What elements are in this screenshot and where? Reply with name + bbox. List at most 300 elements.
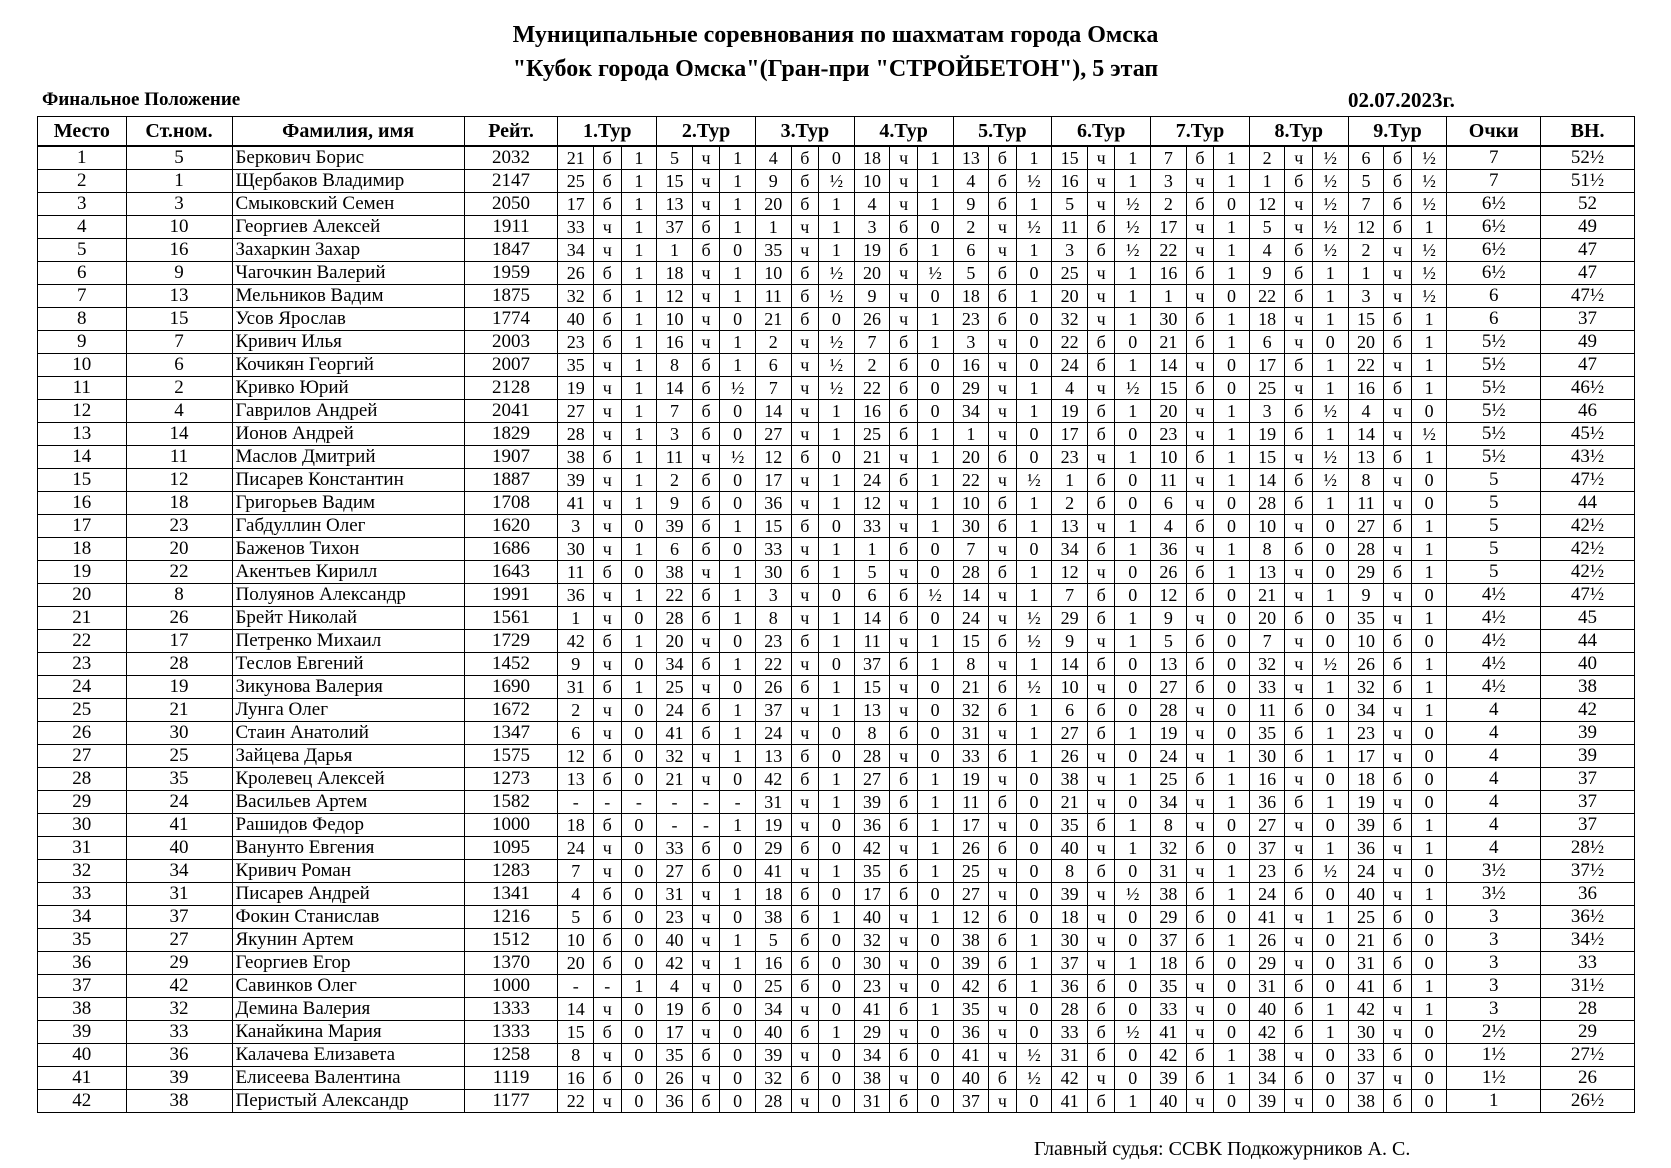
round-result-cell: 1 [1214,216,1250,239]
round-opponent-cell: 39 [657,515,693,538]
round-result-cell: 1 [819,400,855,423]
start-number-cell: 24 [126,791,232,814]
start-number-cell: 40 [126,837,232,860]
round-color-cell: б [890,791,917,814]
round-opponent-cell: 39 [1249,1090,1285,1113]
round-result-cell: 0 [1411,584,1447,607]
round-result-cell: 1 [1214,860,1250,883]
table-row [38,561,1635,584]
round-color-cell: ч [692,561,719,584]
round-opponent-cell: 38 [953,929,989,952]
round-result-cell: 1 [1214,239,1250,262]
round-opponent-cell: 23 [953,308,989,331]
round-color-cell: б [1087,607,1114,630]
round-opponent-cell: 13 [854,699,890,722]
tiebreak-cell: 49 [1541,216,1635,239]
round-opponent-cell: 11 [1151,469,1187,492]
round-result-cell: ½ [1411,193,1447,216]
round-color-cell: ч [594,423,621,446]
round-result-cell: 0 [1214,676,1250,699]
round-color-cell: б [1186,377,1213,400]
round-color-cell: ч [1384,239,1411,262]
points-cell: 6½ [1447,193,1541,216]
table-row [38,630,1635,653]
place-cell: 3 [38,193,127,216]
round-opponent-cell: 38 [1348,1090,1384,1113]
round-opponent-cell: 25 [953,860,989,883]
round-opponent-cell: 16 [1052,170,1088,193]
round-opponent-cell: 33 [558,216,594,239]
round-opponent-cell: 42 [1249,1021,1285,1044]
round-result-cell: 0 [1214,699,1250,722]
round-opponent-cell: 34 [558,239,594,262]
round-opponent-cell: 17 [657,1021,693,1044]
round-color-cell: ч [1186,354,1213,377]
round-result-cell: ½ [1016,676,1052,699]
round-result-cell: 1 [917,492,953,515]
start-number-cell: 16 [126,239,232,262]
round-opponent-cell: 7 [657,400,693,423]
round-result-cell: 1 [819,193,855,216]
round-result-cell: 1 [917,308,953,331]
round-result-cell: 1 [917,906,953,929]
round-result-cell: 0 [1214,377,1250,400]
round-result-cell: 1 [917,814,953,837]
round-opponent-cell: 27 [1151,676,1187,699]
start-number-cell: 14 [126,423,232,446]
round-opponent-cell: 36 [755,492,791,515]
round-opponent-cell: 8 [1348,469,1384,492]
round-result-cell: 1 [621,423,657,446]
round-result-cell: 1 [720,146,756,170]
round-result-cell: 0 [1411,745,1447,768]
round-result-cell: ½ [917,262,953,285]
round-color-cell: б [989,308,1016,331]
round-opponent-cell: 6 [558,722,594,745]
round-result-cell: 1 [917,768,953,791]
round-color-cell: б [989,1067,1016,1090]
place-cell: 9 [38,331,127,354]
round-color-cell: б [594,446,621,469]
round-result-cell: 0 [1115,423,1151,446]
round-result-cell: ½ [1312,860,1348,883]
round-color-cell: б [1285,975,1312,998]
round-color-cell: ч [1087,446,1114,469]
round-color-cell: - [594,791,621,814]
round-opponent-cell: 3 [657,423,693,446]
round-result-cell: 0 [1411,768,1447,791]
round-color-cell: ч [594,699,621,722]
round-color-cell: б [692,653,719,676]
round-result-cell: 0 [917,676,953,699]
round-result-cell: 1 [1214,308,1250,331]
round-result-cell: ½ [819,285,855,308]
round-result-cell: 1 [1115,768,1151,791]
round-color-cell: ч [692,1021,719,1044]
round-color-cell: ч [989,216,1016,239]
place-cell: 6 [38,262,127,285]
round-color-cell: б [890,354,917,377]
round-result-cell: 0 [1411,1044,1447,1067]
round-color-cell: б [890,1090,917,1113]
round-opponent-cell: 17 [953,814,989,837]
round-result-cell: 1 [1016,653,1052,676]
round-result-cell: 0 [621,1044,657,1067]
round-opponent-cell: 26 [854,308,890,331]
round-color-cell: ч [791,699,818,722]
round-opponent-cell: 13 [1249,561,1285,584]
round-color-cell: б [1285,423,1312,446]
round-opponent-cell: 2 [953,216,989,239]
round-opponent-cell: 41 [755,860,791,883]
round-result-cell: ½ [819,262,855,285]
round-result-cell: - [720,791,756,814]
rating-cell: 1347 [464,722,558,745]
round-color-cell: ч [989,722,1016,745]
tiebreak-cell: 33 [1541,952,1635,975]
round-opponent-cell: 31 [657,883,693,906]
round-opponent-cell: 2 [657,469,693,492]
tiebreak-cell: 31½ [1541,975,1635,998]
round-result-cell: 1 [621,285,657,308]
round-color-cell: б [594,170,621,193]
round-color-cell: ч [791,538,818,561]
round-opponent-cell: 20 [1052,285,1088,308]
tiebreak-cell: 42 [1541,699,1635,722]
round-color-cell: ч [989,400,1016,423]
round-color-cell: б [791,1021,818,1044]
round-opponent-cell: 35 [854,860,890,883]
round-color-cell: б [791,193,818,216]
round-color-cell: б [692,216,719,239]
points-cell: 3 [1447,998,1541,1021]
round-result-cell: 1 [1016,699,1052,722]
points-cell: 2½ [1447,1021,1541,1044]
round-color-cell: ч [1087,952,1114,975]
round-result-cell: 0 [1115,699,1151,722]
table-row [38,929,1635,952]
round-result-cell: ½ [1411,285,1447,308]
round-opponent-cell: 6 [1052,699,1088,722]
player-name-cell: Баженов Тихон [232,538,464,561]
round-result-cell: 1 [1115,1090,1151,1113]
round-color-cell: ч [692,975,719,998]
round-opponent-cell: 33 [1052,1021,1088,1044]
round-opponent-cell: 30 [558,538,594,561]
round-result-cell: 0 [819,1067,855,1090]
round-color-cell: б [791,745,818,768]
round-color-cell: б [594,331,621,354]
round-color-cell: б [1384,653,1411,676]
points-cell: 3 [1447,975,1541,998]
round-color-cell: ч [989,768,1016,791]
round-result-cell: 1 [1115,630,1151,653]
round-color-cell: ч [1186,722,1213,745]
round-color-cell: ч [1186,699,1213,722]
round-opponent-cell: 1 [657,239,693,262]
player-name-cell: Ванунто Евгения [232,837,464,860]
start-number-cell: 39 [126,1067,232,1090]
player-name-cell: Савинков Олег [232,975,464,998]
round-color-cell: б [791,929,818,952]
round-color-cell: б [1384,216,1411,239]
round-opponent-cell: 35 [1348,607,1384,630]
round-color-cell: ч [692,745,719,768]
round-result-cell: 0 [1411,860,1447,883]
table-row [38,239,1635,262]
place-cell: 26 [38,722,127,745]
round-color-cell: б [1384,515,1411,538]
round-opponent-cell: 34 [755,998,791,1021]
round-result-cell: 1 [819,239,855,262]
player-name-cell: Мельников Вадим [232,285,464,308]
round-result-cell: 1 [819,1021,855,1044]
round-result-cell: 1 [1312,262,1348,285]
round-color-cell: ч [890,146,917,170]
round-opponent-cell: 7 [1348,193,1384,216]
round-color-cell: б [1087,975,1114,998]
tiebreak-cell: 28 [1541,998,1635,1021]
round-result-cell: 0 [621,906,657,929]
round-opponent-cell: 5 [755,929,791,952]
header-start-number: Ст.ном. [126,117,232,147]
round-opponent-cell: 5 [1151,630,1187,653]
round-result-cell: 1 [1411,561,1447,584]
round-result-cell: 0 [1016,906,1052,929]
round-opponent-cell: 14 [755,400,791,423]
round-color-cell: б [594,814,621,837]
round-result-cell: 1 [819,860,855,883]
round-color-cell: ч [1285,331,1312,354]
place-cell: 1 [38,146,127,170]
round-color-cell: ч [1384,1067,1411,1090]
round-color-cell: ч [1384,699,1411,722]
round-opponent-cell: 16 [1348,377,1384,400]
round-opponent-cell: 28 [755,1090,791,1113]
points-cell: 4½ [1447,630,1541,653]
round-opponent-cell: 14 [1348,423,1384,446]
tiebreak-cell: 45 [1541,607,1635,630]
round-result-cell: 0 [621,929,657,952]
player-name-cell: Канайкина Мария [232,1021,464,1044]
round-opponent-cell: 19 [657,998,693,1021]
round-result-cell: 1 [1115,722,1151,745]
round-color-cell: ч [989,1044,1016,1067]
round-color-cell: б [594,883,621,906]
standings-body [38,146,1635,1113]
round-color-cell: б [1384,929,1411,952]
round-color-cell: ч [1285,630,1312,653]
round-color-cell: ч [1186,492,1213,515]
round-color-cell: ч [1186,791,1213,814]
round-opponent-cell: 25 [854,423,890,446]
round-color-cell: б [1285,1067,1312,1090]
page-title-line1: Муниципальные соревнования по шахматам города Омска [512,22,1159,48]
round-color-cell: б [989,262,1016,285]
points-cell: 5 [1447,492,1541,515]
round-result-cell: 0 [1115,975,1151,998]
round-color-cell: б [989,837,1016,860]
round-result-cell: ½ [1411,170,1447,193]
points-cell: 6½ [1447,262,1541,285]
round-opponent-cell: 10 [657,308,693,331]
round-result-cell: ½ [1312,400,1348,423]
player-name-cell: Писарев Андрей [232,883,464,906]
round-result-cell: 1 [720,584,756,607]
round-color-cell: б [791,975,818,998]
round-result-cell: 0 [1115,469,1151,492]
round-opponent-cell: 17 [1052,423,1088,446]
round-result-cell: 1 [1411,216,1447,239]
round-result-cell: 1 [1411,699,1447,722]
round-color-cell: ч [594,837,621,860]
round-opponent-cell: 18 [1249,308,1285,331]
round-opponent-cell: 24 [953,607,989,630]
round-result-cell: 0 [1312,699,1348,722]
round-result-cell: 0 [720,1044,756,1067]
round-result-cell: ½ [1016,1044,1052,1067]
round-color-cell: б [1186,446,1213,469]
round-color-cell: б [1384,193,1411,216]
tiebreak-cell: 37 [1541,768,1635,791]
place-cell: 32 [38,860,127,883]
round-opponent-cell: 17 [558,193,594,216]
round-opponent-cell: 22 [1151,239,1187,262]
points-cell: 4 [1447,699,1541,722]
round-color-cell: б [791,446,818,469]
place-cell: 19 [38,561,127,584]
round-color-cell: ч [1186,814,1213,837]
round-opponent-cell: 35 [558,354,594,377]
round-result-cell: 1 [1115,262,1151,285]
round-opponent-cell: 36 [1249,791,1285,814]
table-header-row [38,117,1635,147]
player-name-cell: Зикунова Валерия [232,676,464,699]
round-color-cell: ч [1186,1090,1213,1113]
round-opponent-cell: 9 [854,285,890,308]
round-color-cell: ч [890,906,917,929]
round-opponent-cell: 42 [657,952,693,975]
round-color-cell: ч [890,1067,917,1090]
round-opponent-cell: 14 [1151,354,1187,377]
round-color-cell: б [1087,860,1114,883]
round-color-cell: ч [1384,400,1411,423]
round-result-cell: 0 [917,722,953,745]
round-opponent-cell: 14 [657,377,693,400]
header-round-4: 4.Тур [854,117,953,147]
points-cell: 7 [1447,146,1541,170]
round-result-cell: 1 [819,906,855,929]
round-color-cell: б [692,492,719,515]
round-color-cell: - [692,791,719,814]
round-color-cell: ч [989,331,1016,354]
round-result-cell: 0 [819,837,855,860]
round-result-cell: 0 [1312,1090,1348,1113]
points-cell: 5 [1447,561,1541,584]
round-opponent-cell: 23 [558,331,594,354]
round-result-cell: 1 [720,331,756,354]
round-opponent-cell: 20 [953,446,989,469]
round-result-cell: 0 [917,745,953,768]
place-cell: 33 [38,883,127,906]
round-opponent-cell: 9 [558,653,594,676]
round-color-cell: ч [1384,1021,1411,1044]
start-number-cell: 25 [126,745,232,768]
round-result-cell: 0 [819,722,855,745]
round-result-cell: 0 [1016,883,1052,906]
round-result-cell: 0 [1214,285,1250,308]
round-opponent-cell: 25 [558,170,594,193]
round-result-cell: 1 [1115,285,1151,308]
round-color-cell: б [890,860,917,883]
round-color-cell: б [1285,791,1312,814]
rating-cell: 1000 [464,814,558,837]
round-opponent-cell: 21 [854,446,890,469]
round-opponent-cell: 35 [657,1044,693,1067]
table-row [38,860,1635,883]
round-opponent-cell: 18 [953,285,989,308]
table-row [38,216,1635,239]
round-color-cell: ч [890,308,917,331]
start-number-cell: 37 [126,906,232,929]
round-color-cell: ч [989,607,1016,630]
place-cell: 18 [38,538,127,561]
round-opponent-cell: 14 [953,584,989,607]
points-cell: 6½ [1447,239,1541,262]
round-color-cell: ч [1384,262,1411,285]
round-opponent-cell: 2 [1151,193,1187,216]
round-opponent-cell: 26 [558,262,594,285]
table-row [38,170,1635,193]
round-result-cell: 0 [621,998,657,1021]
round-result-cell: 1 [720,722,756,745]
rating-cell: 1620 [464,515,558,538]
round-color-cell: б [1384,146,1411,170]
round-color-cell: б [989,146,1016,170]
round-opponent-cell: 4 [657,975,693,998]
round-color-cell: ч [1384,998,1411,1021]
tiebreak-cell: 47½ [1541,584,1635,607]
round-opponent-cell: 33 [1249,676,1285,699]
round-result-cell: 0 [1214,1021,1250,1044]
round-opponent-cell: 11 [1052,216,1088,239]
round-color-cell: ч [791,239,818,262]
round-result-cell: ½ [1312,193,1348,216]
round-color-cell: ч [692,331,719,354]
start-number-cell: 17 [126,630,232,653]
round-opponent-cell: 36 [953,1021,989,1044]
round-result-cell: 0 [1411,1090,1447,1113]
round-color-cell: б [1384,561,1411,584]
round-color-cell: б [791,1067,818,1090]
round-result-cell: ½ [819,377,855,400]
points-cell: 4½ [1447,676,1541,699]
round-opponent-cell: 1 [1249,170,1285,193]
round-opponent-cell: 22 [854,377,890,400]
round-color-cell: б [1186,768,1213,791]
round-color-cell: б [791,308,818,331]
round-color-cell: ч [1087,837,1114,860]
round-result-cell: 1 [1016,377,1052,400]
round-opponent-cell: 28 [1348,538,1384,561]
round-opponent-cell: 34 [657,653,693,676]
round-opponent-cell: 5 [558,906,594,929]
tiebreak-cell: 42½ [1541,561,1635,584]
round-result-cell: 1 [621,262,657,285]
rating-cell: 1575 [464,745,558,768]
round-opponent-cell: 15 [755,515,791,538]
round-opponent-cell: 8 [1249,538,1285,561]
